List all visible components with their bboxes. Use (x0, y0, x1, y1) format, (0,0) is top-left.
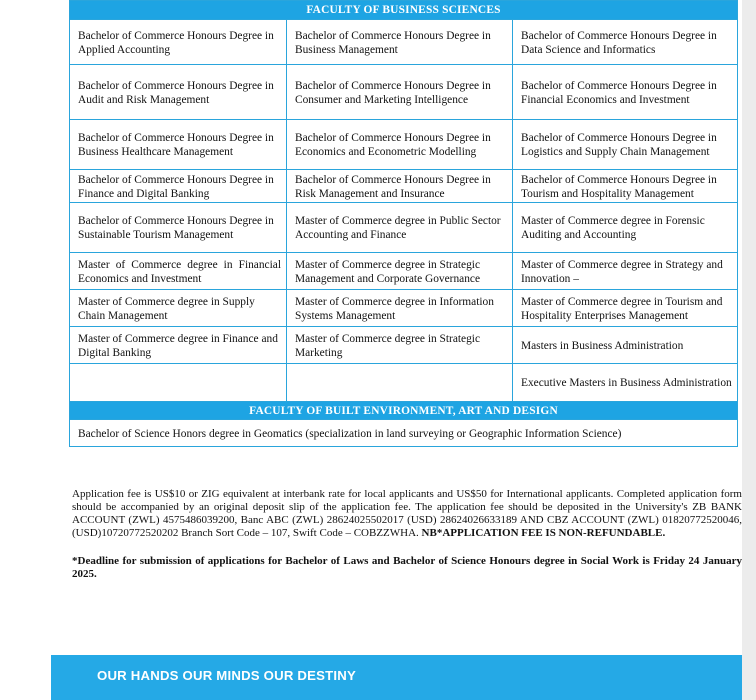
programme-cell: Bachelor of Commerce Honours Degree in Business Management (287, 20, 513, 65)
programme-cell: Master of Commerce degree in Supply Chain Management (70, 290, 287, 327)
viewer-margin (742, 0, 756, 700)
programme-cell: Master of Commerce degree in Information Systems Management (287, 290, 513, 327)
table-row (70, 364, 738, 402)
programme-cell: Bachelor of Commerce Honours Degree in Finance and Digital Banking (70, 170, 287, 203)
table-row (70, 253, 738, 290)
table-row (70, 170, 738, 203)
faculty-header-business (70, 1, 738, 20)
programme-cell: Bachelor of Commerce Honours Degree in Applied Accounting (70, 20, 287, 65)
programme-cell: Executive Masters in Business Administration (513, 364, 738, 402)
programme-cell-empty (70, 364, 287, 402)
programme-cell: Master of Commerce degree in Public Sector Accounting and Finance (287, 203, 513, 253)
programme-cell: Bachelor of Commerce Honours Degree in Consumer and Marketing Intelligence (287, 65, 513, 120)
programme-cell: Bachelor of Commerce Honours Degree in Risk Management and Insurance (287, 170, 513, 203)
table-row (70, 290, 738, 327)
table-row (70, 327, 738, 364)
faculty-title: FACULTY OF BUILT ENVIRONMENT, ART AND DESIGN (70, 402, 738, 420)
motto-text: OUR HANDS OUR MINDS OUR DESTINY (97, 668, 356, 683)
programme-cell: Bachelor of Science Honors degree in Geomatics (specialization in land surveying or Geographic Information Science) (70, 420, 738, 447)
motto-banner (51, 655, 742, 700)
programme-cell: Bachelor of Commerce Honours Degree in Tourism and Hospitality Management (513, 170, 738, 203)
table-row (70, 65, 738, 120)
table-row (70, 203, 738, 253)
fee-text: Application fee is US$10 or ZIG equivalent at interbank rate for local applicants and US$50 for International applicants. Completed application form should be accompanied by an original deposit slip of the application fee. The application fee should be deposited in the University's ZB BANK ACCOUNT (ZWL) 4575486039200, Banc ABC (ZWL) 28624025502017 (USD) 28624026633189 AND CBZ ACCOUNT (ZWL) 01820772520046, (USD)10720772520202 Branch Sort Code – 107, Swift Code – COBZZWHA. (72, 488, 742, 539)
programme-cell-empty (287, 364, 513, 402)
table-row (70, 120, 738, 170)
programme-cell: Bachelor of Commerce Honours Degree in Economics and Econometric Modelling (287, 120, 513, 170)
programme-cell: Master of Commerce degree in Financial Economics and Investment (70, 253, 287, 290)
programme-cell: Bachelor of Commerce Honours Degree in Financial Economics and Investment (513, 65, 738, 120)
table-row (70, 20, 738, 65)
programme-cell: Bachelor of Commerce Honours Degree in Audit and Risk Management (70, 65, 287, 120)
faculty-header-built-environment (70, 402, 738, 420)
programme-cell: Master of Commerce degree in Finance and Digital Banking (70, 327, 287, 364)
table-row (70, 420, 738, 447)
programmes-table (69, 0, 738, 447)
non-refundable-notice: NB*APPLICATION FEE IS NON-REFUNDABLE. (421, 527, 666, 539)
fee-paragraph (72, 488, 742, 540)
programme-cell: Bachelor of Commerce Honours Degree in Business Healthcare Management (70, 120, 287, 170)
application-notes (72, 488, 742, 581)
programme-cell: Master of Commerce degree in Strategic Management and Corporate Governance (287, 253, 513, 290)
programme-cell: Master of Commerce degree in Forensic Auditing and Accounting (513, 203, 738, 253)
programme-cell: Master of Commerce degree in Strategy and Innovation – (513, 253, 738, 290)
programme-cell: Master of Commerce degree in Tourism and Hospitality Enterprises Management (513, 290, 738, 327)
programme-cell: Masters in Business Administration (513, 327, 738, 364)
deadline-notice: *Deadline for submission of applications for Bachelor of Laws and Bachelor of Science Honours degree in Social Work is Friday 24 January 2025. (72, 555, 742, 580)
faculty-title: FACULTY OF BUSINESS SCIENCES (70, 1, 738, 20)
programme-cell: Bachelor of Commerce Honours Degree in Sustainable Tourism Management (70, 203, 287, 253)
programme-cell: Bachelor of Commerce Honours Degree in Logistics and Supply Chain Management (513, 120, 738, 170)
programme-cell: Bachelor of Commerce Honours Degree in Data Science and Informatics (513, 20, 738, 65)
programme-cell: Master of Commerce degree in Strategic Marketing (287, 327, 513, 364)
